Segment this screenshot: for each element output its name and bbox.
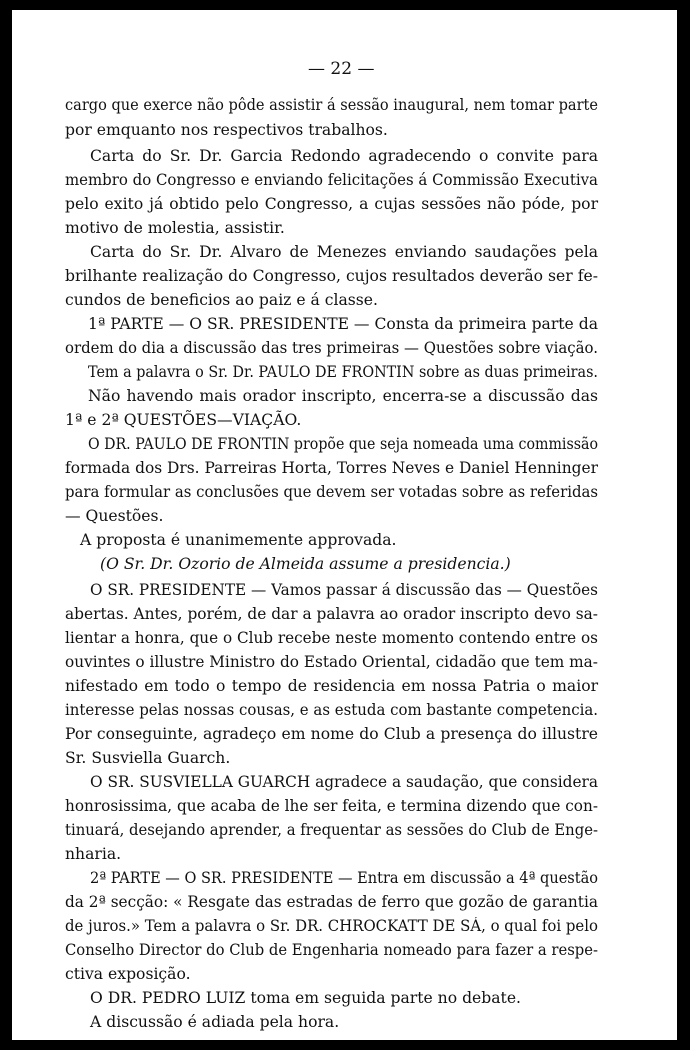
text-line-content: interesse pelas nossas cousas, e as estuda com bastante competencia. bbox=[65, 701, 599, 719]
text-line-content: Por conseguinte, agradeço em nome do Club a presença do illustre bbox=[65, 725, 599, 743]
text-line-content: Carta do Sr. Dr. Alvaro de Menezes enviando saudações pela bbox=[90, 243, 599, 261]
text-line-content: de juros.» Tem a palavra o Sr. DR. CHROCKATT DE SÁ, o qual foi pelo bbox=[65, 917, 599, 935]
text-line bbox=[12, 1010, 677, 1034]
text-line-content: membro do Congresso e enviando felicitações á Commissão Executiva bbox=[65, 171, 598, 189]
text-line-content: O DR. PEDRO LUIZ toma em seguida parte no debate. bbox=[90, 989, 522, 1007]
text-line-content: tinuará, desejando aprender, a frequentar as sessões do Club de Enge- bbox=[65, 821, 599, 839]
text-line bbox=[12, 698, 677, 722]
text-line bbox=[12, 360, 677, 384]
text-line bbox=[12, 312, 677, 336]
text-line bbox=[12, 144, 677, 168]
document-page bbox=[12, 10, 677, 1040]
text-line-content: 1ª e 2ª QUESTÕES—VIAÇÃO. bbox=[65, 411, 302, 429]
text-line-content: cundos de beneficios ao paiz e á classe. bbox=[65, 291, 378, 309]
text-line-content: ouvintes o illustre Ministro do Estado Oriental, cidadão que tem ma- bbox=[65, 653, 598, 671]
text-line bbox=[12, 192, 677, 216]
text-line bbox=[12, 650, 677, 674]
text-line-content: pelo exito já obtido pelo Congresso, a cujas sessões não póde, por bbox=[65, 195, 599, 213]
text-line-content: 2ª PARTE — O SR. PRESIDENTE — Entra em discussão a 4ª questão bbox=[90, 869, 599, 887]
text-line bbox=[12, 93, 677, 117]
text-line bbox=[12, 914, 677, 938]
text-line-content: 1ª PARTE — O SR. PRESIDENTE — Consta da primeira parte da bbox=[88, 315, 598, 333]
text-line bbox=[12, 626, 677, 650]
text-line-content: Não havendo mais orador inscripto, encerra-se a discussão das bbox=[88, 387, 599, 405]
page-number bbox=[12, 57, 677, 81]
text-line-content: cargo que exerce não pôde assistir á sessão inaugural, nem tomar parte bbox=[65, 96, 599, 114]
text-line-content: Sr. Susviella Guarch. bbox=[65, 749, 231, 767]
text-line-content: A proposta é unanimemente approvada. bbox=[80, 531, 397, 549]
text-line bbox=[12, 674, 677, 698]
text-line bbox=[12, 866, 677, 890]
text-line-content: (O Sr. Dr. Ozorio de Almeida assume a presidencia.) bbox=[100, 555, 511, 573]
page-number-text: — 22 — bbox=[308, 59, 375, 79]
text-line-content: A discussão é adiada pela hora. bbox=[90, 1013, 340, 1031]
text-line bbox=[12, 408, 677, 432]
text-line-content: ordem do dia a discussão das tres primeiras — Questões sobre viação. bbox=[65, 339, 598, 357]
text-line bbox=[12, 264, 677, 288]
text-line bbox=[12, 480, 677, 504]
text-line bbox=[12, 962, 677, 986]
text-line bbox=[12, 168, 677, 192]
text-line bbox=[12, 938, 677, 962]
text-line-content: O SR. SUSVIELLA GUARCH agradece a saudação, que considera bbox=[90, 773, 598, 791]
text-line-content: — Questões. bbox=[65, 507, 164, 525]
text-line-content: O SR. PRESIDENTE — Vamos passar á discussão das — Questões bbox=[90, 581, 598, 599]
text-line-content: Carta do Sr. Dr. Garcia Redondo agradecendo o convite para bbox=[90, 147, 598, 165]
text-line bbox=[12, 578, 677, 602]
text-line bbox=[12, 288, 677, 312]
text-line-content: honrosissima, que acaba de lhe ser feita, e termina dizendo que con- bbox=[65, 797, 598, 815]
text-line bbox=[12, 336, 677, 360]
text-line bbox=[12, 602, 677, 626]
text-line-content: abertas. Antes, porém, de dar a palavra ao orador inscripto devo sa- bbox=[65, 605, 599, 623]
text-line-content: formada dos Drs. Parreiras Horta, Torres Neves e Daniel Henninger bbox=[65, 459, 599, 477]
text-line bbox=[12, 216, 677, 240]
text-line-content: O DR. PAULO DE FRONTIN propõe que seja nomeada uma commissão bbox=[88, 435, 598, 453]
text-line bbox=[12, 770, 677, 794]
text-line bbox=[12, 118, 677, 142]
text-line-content: por emquanto nos respectivos trabalhos. bbox=[65, 121, 388, 139]
text-line bbox=[12, 818, 677, 842]
text-line-content: para formular as conclusões que devem ser votadas sobre as referidas bbox=[65, 483, 598, 501]
text-line bbox=[12, 746, 677, 770]
text-line-content: nharia. bbox=[65, 845, 122, 863]
text-line-content: ctiva exposição. bbox=[65, 965, 191, 983]
text-line bbox=[12, 456, 677, 480]
text-line bbox=[12, 986, 677, 1010]
text-line bbox=[12, 240, 677, 264]
text-line-content: nifestado em todo o tempo de residencia em nossa Patria o maior bbox=[65, 677, 599, 695]
text-line-content: brilhante realização do Congresso, cujos resultados deverão ser fe- bbox=[65, 267, 598, 285]
text-line-content: lientar a honra, que o Club recebe neste momento contendo entre os bbox=[65, 629, 599, 647]
text-line bbox=[12, 552, 677, 576]
text-line bbox=[12, 384, 677, 408]
text-line-content: da 2ª secção: « Resgate das estradas de ferro que gozão de garantia bbox=[65, 893, 598, 911]
text-line bbox=[12, 890, 677, 914]
text-line bbox=[12, 722, 677, 746]
text-line bbox=[12, 432, 677, 456]
text-line bbox=[12, 842, 677, 866]
text-line-content: Conselho Director do Club de Engenharia nomeado para fazer a respe- bbox=[65, 941, 598, 959]
text-line bbox=[12, 504, 677, 528]
text-line-content: Tem a palavra o Sr. Dr. PAULO DE FRONTIN sobre as duas primeiras. bbox=[88, 363, 598, 381]
text-line bbox=[12, 794, 677, 818]
text-line bbox=[12, 528, 677, 552]
text-line-content: motivo de molestia, assistir. bbox=[65, 219, 285, 237]
